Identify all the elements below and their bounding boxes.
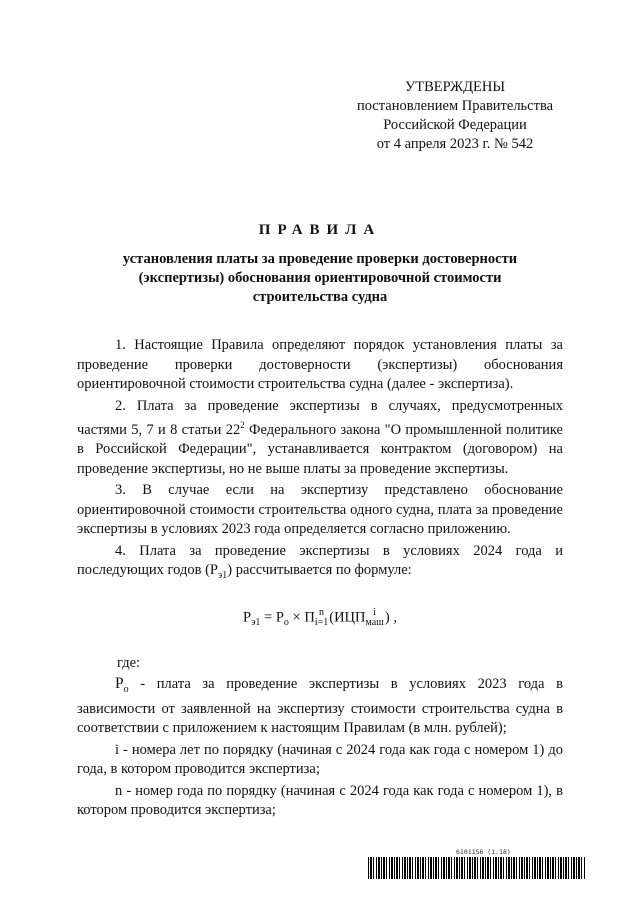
- formula-base: P: [275, 609, 284, 626]
- formula-base-subscript: о: [283, 616, 289, 628]
- barcode: [368, 857, 586, 879]
- index-subscript: маш: [365, 616, 384, 628]
- paragraph-3: 3. В случае если на экспертизу представлено обоснование ориентировочной стоимости строительства одного судна, плата за проведение экспертизы в условиях 2023 года определяется согласно приложению.: [77, 482, 563, 538]
- formula-index-open: (ИЦП: [329, 609, 366, 626]
- index-superscript: i: [373, 606, 377, 618]
- definition-p0-text: - плата за проведение экспертизы в условиях 2023 года в зависимости от заявленной на экспертизу стоимости строительства судна в соответствии с приложением к настоящим Правилам (в млн. рублей);: [77, 675, 563, 737]
- definition-p0: [77, 674, 563, 739]
- approval-resolution: постановлением Правительства: [356, 98, 554, 114]
- paragraph-4-symbol: $P_{э1}$: [209, 562, 228, 582]
- formula-close: ) ,: [384, 609, 397, 626]
- formula-product-symbol: Π: [304, 609, 315, 626]
- formula-lhs-subscript: э1: [251, 616, 261, 628]
- definition-p0-symbol: $P_о$: [115, 674, 129, 696]
- subtitle-line-2: (экспертизы) обоснования ориентировочной стоимости: [138, 270, 502, 286]
- formula-equals: =: [260, 609, 276, 626]
- paragraph-4: [77, 542, 563, 586]
- index-scripts: [365, 608, 383, 628]
- paragraph-2-start: 2. Плата за проведение экспертизы в случаях, предусмотренных частями 5, 7 и 8 статьи 22: [77, 397, 563, 438]
- formula: [77, 608, 563, 633]
- formula-times: ×: [288, 609, 305, 626]
- subtitle-line-1: установления платы за проведение проверки достоверности: [122, 251, 518, 267]
- document-body: [77, 336, 563, 823]
- definition-n: n - номер года по порядку (начиная с 2024 года как года с номером 1), в котором проводится экспертиза;: [77, 782, 563, 819]
- approval-date-number: от 4 апреля 2023 г. № 542: [376, 136, 534, 152]
- approval-heading: УТВЕРЖДЕНЫ: [404, 79, 506, 95]
- product-upper-limit: n: [319, 606, 325, 618]
- approval-block: [320, 78, 590, 154]
- paragraph-2: [77, 397, 563, 480]
- subtitle-line-3: строительства судна: [252, 289, 388, 305]
- barcode-label: 6101156 (1.18): [456, 848, 511, 856]
- approval-authority: Российской Федерации: [383, 117, 527, 133]
- product-lower-limit: i=1: [314, 616, 329, 628]
- paragraph-4-start: 4. Плата за проведение экспертизы в условиях 2024 года и последующих годов (: [77, 542, 563, 579]
- definition-i: i - номера лет по порядку (начиная с 2024 года как года с номером 1) до года, в котором проводится экспертиза;: [77, 741, 563, 778]
- formula-lhs: P: [243, 609, 252, 626]
- article-superscript: 2: [240, 420, 245, 430]
- paragraph-4-end: ) рассчитывается по формуле:: [227, 562, 412, 579]
- paragraph-2-end: Федерального закона "О промышленной политике в Российской Федерации", устанавливается контрактом (договором) на проведение экспертизы, но не выше платы за проведение экспертизы.: [77, 421, 563, 477]
- paragraph-1: 1. Настоящие Правила определяют порядок установления платы за проведение проверки достоверности (экспертизы) обоснования ориентировочной стоимости строительства судна (далее - экспертиза).: [77, 337, 563, 392]
- product-limits: [315, 608, 328, 628]
- where-label: где:: [117, 655, 141, 672]
- document-title: ПРАВИЛА: [258, 222, 382, 238]
- document-subtitle: [90, 250, 550, 307]
